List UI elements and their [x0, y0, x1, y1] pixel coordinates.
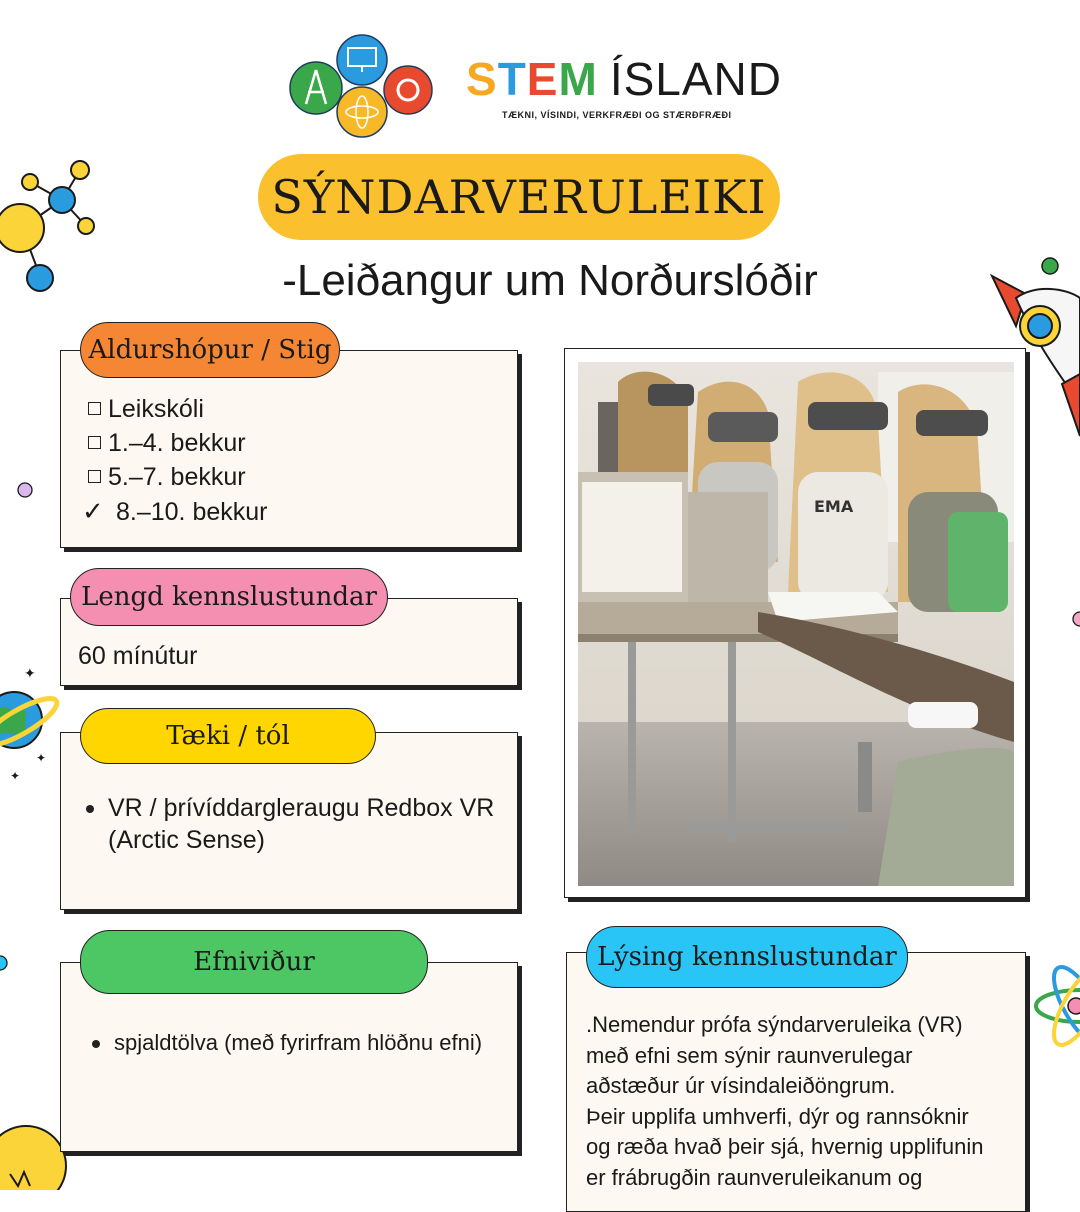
page-subtitle: -Leiðangur um Norðurslóðir: [282, 256, 818, 305]
brand-letter-s: S: [466, 53, 498, 105]
age-option-leikskoli: Leikskóli: [88, 392, 268, 426]
svg-text:✦: ✦: [24, 665, 36, 681]
planet-icon: [0, 664, 64, 784]
description-line: .Nemendur prófa sýndarveruleika (VR): [586, 1012, 963, 1037]
svg-text:✦: ✦: [10, 769, 21, 783]
materials-item: spjaldtölva (með fyrirfram hlöðnu efni): [92, 1027, 492, 1058]
brand-tagline: TÆKNI, VÍSINDI, VERKFRÆÐI OG STÆRÐFRÆÐI: [502, 110, 732, 120]
brand-letter-t: T: [497, 53, 527, 105]
age-option-1-4: 1.–4. bekkur: [88, 426, 268, 460]
description-line: og ræða hvað þeir sjá, hvernig upplifunin: [586, 1134, 984, 1159]
brand-letter-e: E: [526, 53, 559, 105]
checkbox-empty-icon: [88, 470, 101, 483]
duration-value: 60 mínútur: [78, 642, 198, 670]
dot-decoration-icon: [16, 481, 34, 499]
tools-item: VR / þrívíddargleraugu Redbox VR (Arctic Sense): [86, 792, 506, 856]
description-line: er frábrugðin raunveruleikanum og: [586, 1164, 923, 1190]
brand-letter-m: M: [558, 53, 598, 105]
brand-wordmark: [466, 52, 782, 106]
stem-logo-icon: [286, 32, 438, 140]
tools-list: [86, 792, 506, 856]
checkbox-empty-icon: [88, 402, 101, 415]
checkbox-empty-icon: [88, 436, 101, 449]
materials-label-pill: Efniviður: [80, 930, 428, 994]
classroom-vr-photo: [578, 362, 1014, 886]
dot-decoration-icon: [1068, 610, 1080, 628]
description-line: aðstæður úr vísindaleiðöngrum.: [586, 1073, 896, 1098]
brand-country: ÍSLAND: [609, 53, 782, 105]
materials-list: [92, 1027, 492, 1058]
age-option-8-10: ✓ 8.–10. bekkur: [82, 496, 268, 526]
atom-icon: [1030, 950, 1080, 1070]
checkmark-icon: ✓: [82, 496, 104, 526]
tools-label-pill: Tæki / tól: [80, 708, 376, 764]
age-options-list: [82, 392, 268, 529]
description-text: [586, 1010, 1016, 1193]
age-label-pill: Aldurshópur / Stig: [80, 322, 340, 378]
dot-decoration-icon: [0, 954, 10, 972]
description-line: Þeir upplifa umhverfi, dýr og rannsóknir: [586, 1103, 969, 1129]
age-option-5-7: 5.–7. bekkur: [88, 460, 268, 494]
description-line: með efni sem sýnir raunverulegar: [586, 1042, 913, 1068]
duration-label-pill: Lengd kennslustundar: [70, 568, 388, 626]
svg-text:EMA: EMA: [814, 497, 854, 516]
svg-text:✦: ✦: [36, 751, 47, 765]
page-title: SÝNDARVERULEIKI: [258, 154, 780, 240]
description-label-pill: Lýsing kennslustundar: [586, 926, 908, 988]
